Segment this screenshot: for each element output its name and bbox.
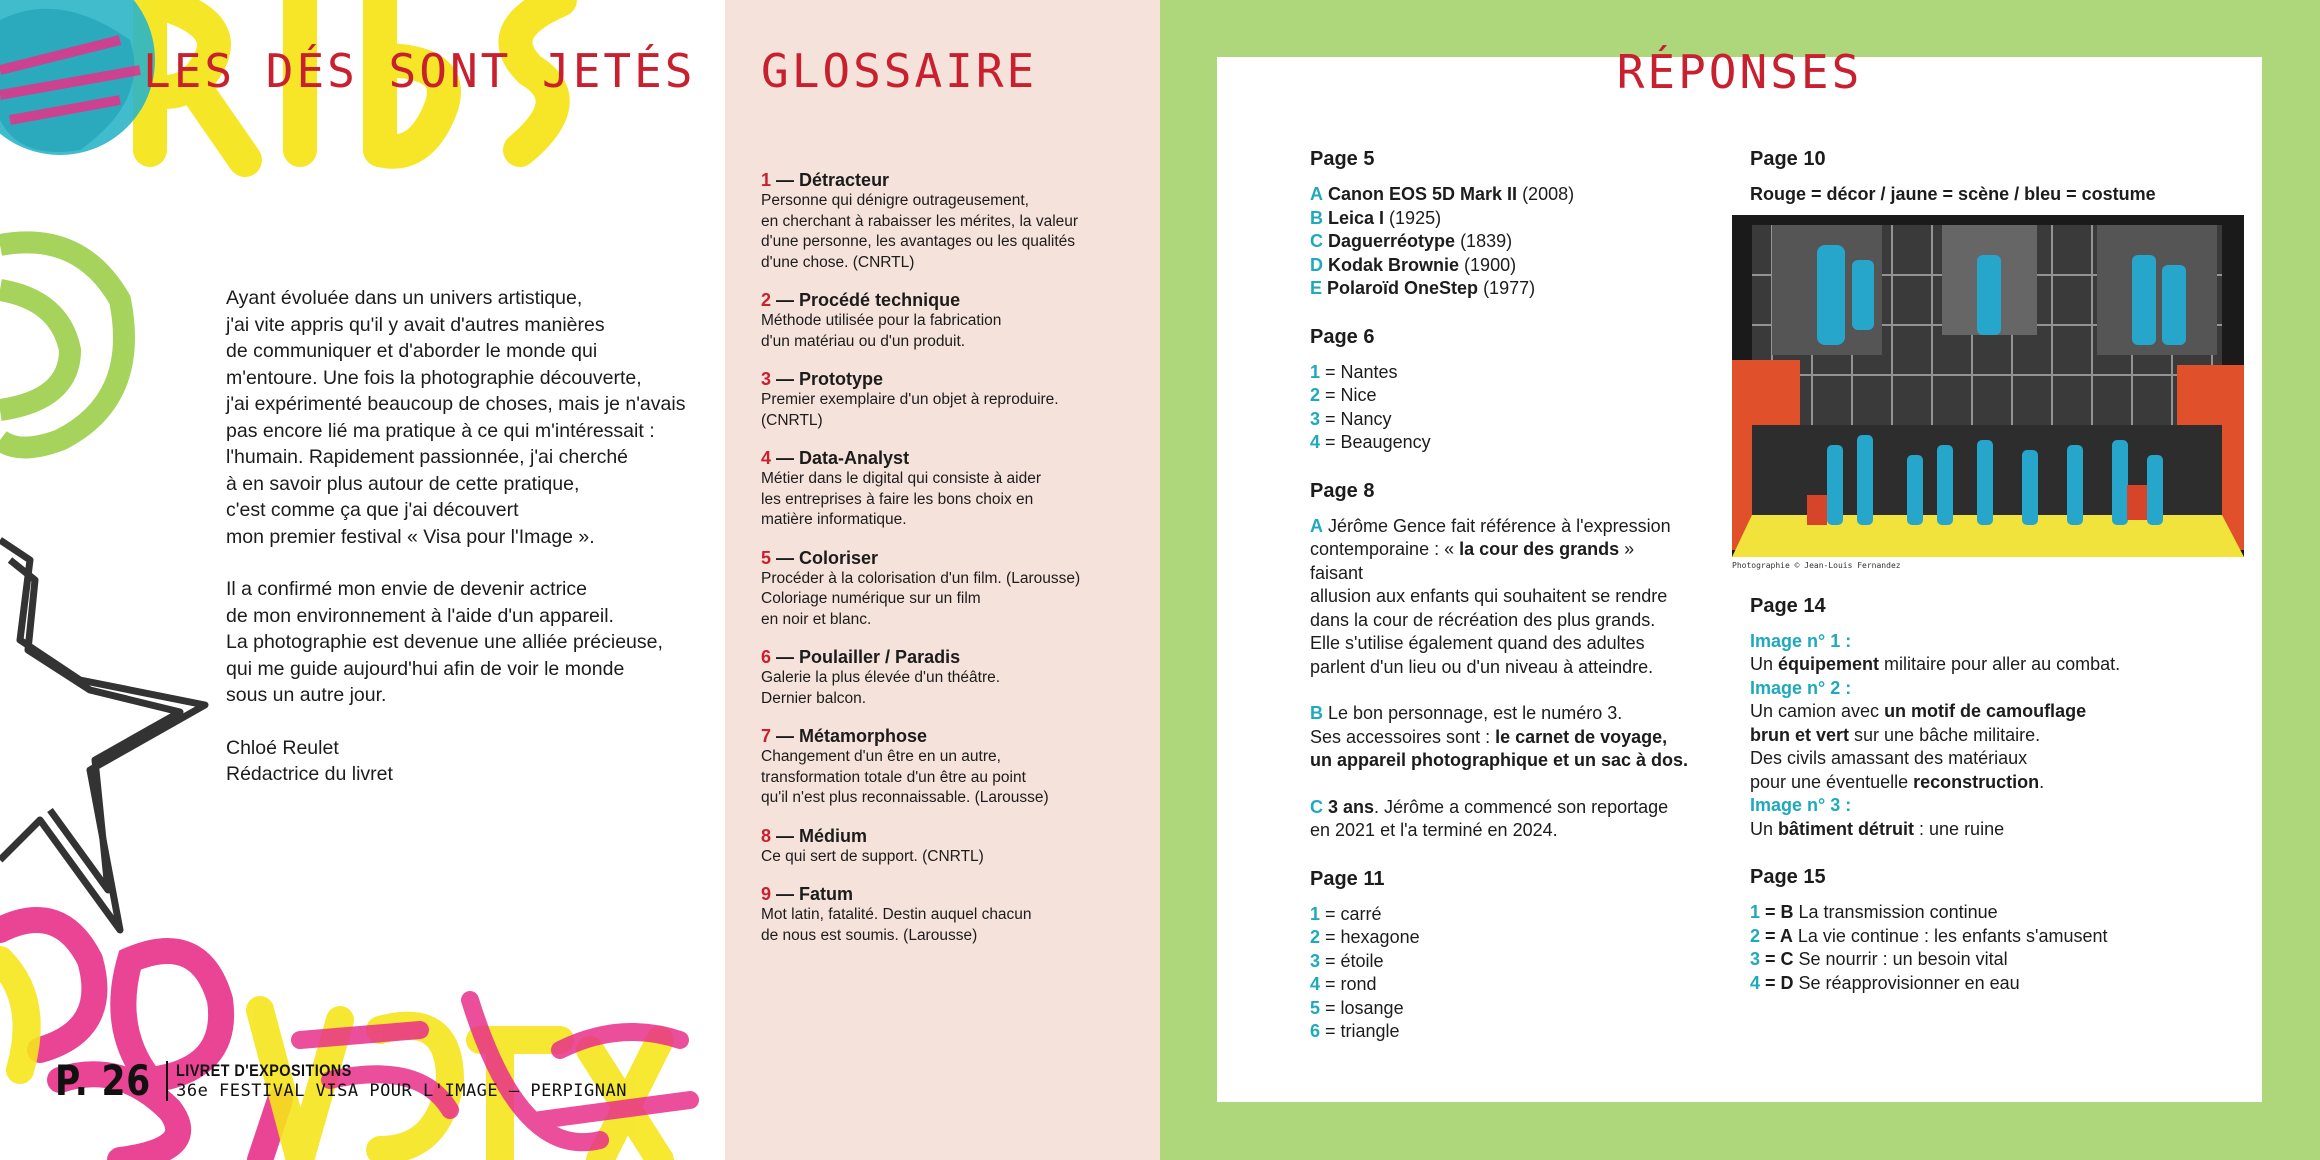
definition-line: en noir et blanc.: [761, 610, 872, 628]
glossary-term: [761, 290, 1156, 311]
answer-highlight: 3 ans: [1328, 796, 1375, 817]
glossary-term: [761, 726, 1156, 747]
answer-page-10: [1732, 147, 2240, 570]
answer-text: Un: [1750, 818, 1779, 839]
answer-text: [1310, 586, 1667, 677]
answer-list: [1750, 901, 2240, 995]
camera-name: Kodak Brownie: [1328, 254, 1460, 275]
glossary-dash: —: [771, 726, 800, 746]
definition-line: de nous est soumis. (Larousse): [761, 926, 978, 944]
intro-text: [226, 285, 696, 788]
answer-row: [1750, 948, 2240, 972]
signature: [226, 735, 696, 788]
answer-text: = Beaugency: [1320, 432, 1431, 452]
glossary-item: [761, 170, 1156, 273]
definition-line: Coloriage numérique sur un film: [761, 590, 981, 607]
glossary-list: [761, 170, 1156, 963]
answer-list: [1310, 361, 1690, 455]
glossary-number: 2: [761, 290, 772, 310]
answer-text: sur une bâche militaire.: [1849, 724, 2041, 745]
answer-line: dans la cour de récréation des plus grands.: [1310, 609, 1656, 630]
glossary-dash: —: [771, 170, 800, 190]
definition-line: Personne qui dénigre outrageusement,: [761, 192, 1029, 209]
glossary-number: 1: [761, 170, 772, 190]
page-footer: [55, 1056, 627, 1105]
camera-name: Polaroïd OneStep: [1327, 278, 1479, 298]
answer-line: parlent d'un lieu ou d'un niveau à atteindre.: [1310, 656, 1654, 677]
page-number: P. 26: [55, 1056, 152, 1105]
answer-page-5: [1310, 147, 1690, 301]
intro-line: qui me guide aujourd'hui afin de voir le monde: [226, 657, 625, 680]
image-label: Image n° 3 :: [1750, 795, 1852, 815]
answer-text: .: [2039, 771, 2045, 792]
glossary-number: 4: [761, 448, 772, 468]
glossary-definition: [761, 390, 1156, 431]
definition-line: Changement d'un être en un autre,: [761, 748, 1001, 765]
glossary-number: 8: [761, 825, 772, 846]
answer-number: 4: [1310, 974, 1321, 994]
answer-heading: Page 8: [1310, 479, 1375, 502]
answer-letter: = B: [1760, 902, 1794, 922]
glossary-term-label: Métamorphose: [799, 726, 928, 746]
answer-letter: B: [1310, 207, 1323, 228]
answer-letter: B: [1310, 703, 1323, 723]
answer-number: 4: [1310, 432, 1321, 452]
answer-row: [1310, 431, 1690, 455]
glossary-definition: [761, 469, 1156, 531]
glossary-definition: [761, 847, 1156, 868]
answer-text: = carré: [1320, 903, 1382, 924]
answer-number: 1: [1310, 903, 1321, 924]
glossary-number: 6: [761, 647, 772, 667]
answer-number: 1: [1750, 902, 1761, 922]
answer-row: [1750, 925, 2240, 949]
glossary-definition: [761, 668, 1156, 709]
intro-line: j'ai expérimenté beaucoup de choses, mais je n'avais: [226, 393, 686, 415]
glossary-definition: [761, 905, 1156, 946]
answer-page-8: [1310, 479, 1690, 843]
answer-row: [1310, 997, 1690, 1021]
answers-left-column: [1310, 147, 1690, 1068]
glossary-term-label: Fatum: [799, 884, 854, 904]
answer-text: Se réapprovisionner en eau: [1793, 972, 2020, 993]
answer-letter: A: [1310, 184, 1323, 204]
answer-highlight: le carnet de voyage,: [1495, 726, 1668, 747]
answers-right-column: [1732, 147, 2240, 1019]
answer-text: Rouge = décor / jaune = scène / bleu = costume: [1750, 184, 2156, 204]
answer-text: = Nancy: [1320, 408, 1392, 429]
answer-heading: Page 6: [1310, 325, 1375, 348]
answer-row: [1310, 950, 1690, 974]
answer-text: = Nantes: [1320, 361, 1398, 382]
answer-text: = hexagone: [1320, 927, 1420, 947]
glossary-number: 5: [761, 547, 772, 568]
glossary-term-label: Poulailler / Paradis: [799, 647, 961, 667]
answer-text: en 2021 et l'a terminé en 2024.: [1310, 820, 1558, 840]
answer-number: 5: [1310, 997, 1321, 1018]
glossary-dash: —: [771, 884, 800, 904]
glossary-item: [761, 548, 1156, 631]
answer-number: 1: [1310, 361, 1321, 382]
answer-row: [1310, 926, 1690, 950]
answer-list: [1310, 183, 1690, 301]
glossary-term-label: Prototype: [799, 369, 884, 389]
answer-text: pour une éventuelle: [1750, 771, 1914, 792]
answer-row: [1310, 254, 1690, 278]
answer-row: [1310, 183, 1690, 207]
definition-line: d'une personne, les avantages ou les qualités: [761, 233, 1076, 250]
intro-line: pas encore lié ma pratique à ce qui m'intéressait :: [226, 419, 655, 442]
answer-number: 2: [1310, 385, 1321, 405]
definition-line: Méthode utilisée pour la fabrication: [761, 312, 1002, 329]
glossary-definition: [761, 191, 1156, 273]
page-title: LES DÉS SONT JETÉS: [143, 44, 696, 98]
camera-year: (1900): [1459, 254, 1517, 275]
answer-highlight: un motif de camouflage: [1884, 701, 2087, 721]
intro-line: l'humain. Rapidement passionnée, j'ai cherché: [226, 446, 629, 468]
intro-line: à en savoir plus autour de cette pratique,: [226, 472, 580, 495]
glossary-number: 9: [761, 884, 772, 904]
answer-text: contemporaine : «: [1310, 539, 1460, 559]
glossary-term: [761, 369, 1156, 390]
glossary-column: [725, 0, 1160, 1160]
glossary-term: [761, 448, 1156, 469]
intro-paragraph-1: [226, 285, 696, 550]
answer-page-14: [1750, 594, 2240, 842]
answer-letter: E: [1310, 278, 1323, 298]
answer-heading: Page 5: [1310, 148, 1375, 170]
glossary-dash: —: [771, 369, 800, 389]
definition-line: d'une chose. (CNRTL): [761, 253, 915, 271]
answer-row: [1310, 973, 1690, 997]
glossary-term-label: Détracteur: [799, 170, 890, 190]
glossary-term-label: Coloriser: [799, 547, 879, 568]
glossary-number: 7: [761, 726, 772, 746]
answer-row: [1750, 901, 2240, 925]
answer-highlight: brun et vert: [1750, 724, 1850, 745]
definition-line: transformation totale d'un être au point: [761, 768, 1026, 786]
footer-festival: 36e FESTIVAL VISA POUR L'IMAGE – PERPIGNAN: [176, 1080, 627, 1101]
glossary-dash: —: [771, 290, 800, 310]
answer-text: Un camion avec: [1750, 701, 1885, 721]
glossary-term-label: Médium: [799, 825, 868, 846]
glossary-dash: —: [771, 448, 800, 468]
definition-line: d'un matériau ou d'un produit.: [761, 332, 966, 350]
answer-number: 4: [1750, 972, 1761, 993]
camera-name: Canon EOS 5D Mark II: [1328, 184, 1518, 204]
glossary-item: [761, 826, 1156, 868]
answer-8-c: [1310, 796, 1690, 843]
camera-name: Daguerréotype: [1328, 231, 1456, 251]
glossary-item: [761, 726, 1156, 809]
answer-text: Un: [1750, 654, 1779, 674]
definition-line: les entreprises à faire les bons choix en: [761, 490, 1034, 508]
answer-letter: D: [1310, 254, 1323, 275]
answer-heading: Page 10: [1750, 148, 1826, 170]
glossary-term-label: Data-Analyst: [799, 448, 910, 468]
glossary-term: [761, 647, 1156, 668]
glossary-term: [761, 170, 1156, 191]
answer-row: [1310, 408, 1690, 432]
answer-number: 3: [1750, 949, 1761, 969]
answer-letter: = C: [1760, 949, 1794, 969]
intro-line: de mon environnement à l'aide d'un appareil.: [226, 604, 614, 627]
definition-line: (CNRTL): [761, 411, 823, 429]
glossary-dash: —: [771, 825, 800, 846]
answer-text: = losange: [1320, 997, 1404, 1018]
answer-text: La vie continue : les enfants s'amusent: [1792, 925, 2108, 946]
answer-text: [1750, 700, 2240, 794]
answer-page-11: [1310, 867, 1690, 1044]
glossary-term-label: Procédé technique: [799, 290, 961, 310]
intro-line: c'est comme ça que j'ai découvert: [226, 499, 519, 521]
answer-number: 6: [1310, 1021, 1321, 1041]
photo-credit: Photographie © Jean-Louis Fernandez: [1732, 560, 1901, 570]
camera-year: (2008): [1517, 184, 1575, 204]
answer-text: Ses accessoires sont :: [1310, 726, 1496, 747]
answer-letter: = D: [1760, 972, 1794, 993]
footer-booklet-title: LIVRET D'EXPOSITIONS: [176, 1060, 352, 1080]
glossary-definition: [761, 311, 1156, 352]
glossary-dash: —: [771, 547, 800, 568]
glossary-item: [761, 369, 1156, 431]
glossary-number: 3: [761, 369, 772, 389]
answer-text: » faisant: [1310, 539, 1635, 583]
answer-text: Des civils amassant des matériaux: [1750, 748, 2028, 768]
answer-page-6: [1310, 325, 1690, 455]
answer-text: = triangle: [1320, 1021, 1400, 1041]
definition-line: Métier dans le digital qui consiste à aider: [761, 470, 1042, 487]
signature-role: Rédactrice du livret: [226, 763, 393, 785]
answer-letter: C: [1310, 231, 1323, 251]
camera-year: (1977): [1478, 278, 1536, 298]
answer-row: [1750, 972, 2240, 996]
glossary-title: GLOSSAIRE: [761, 44, 1038, 98]
answer-text: Jérôme Gence fait référence à l'expression: [1328, 515, 1671, 536]
definition-line: matière informatique.: [761, 511, 907, 528]
camera-name: Leica I: [1328, 207, 1385, 228]
answer-row: [1310, 207, 1690, 231]
answer-text: [1750, 818, 2240, 842]
answer-heading: Page 15: [1750, 866, 1826, 888]
glossary-term: [761, 548, 1156, 569]
answer-letter: C: [1310, 796, 1323, 817]
glossary-definition: [761, 569, 1156, 631]
intro-paragraph-2: [226, 576, 696, 709]
answer-text: [1750, 653, 2240, 677]
answer-text: : une ruine: [1914, 818, 2005, 839]
intro-line: sous un autre jour.: [226, 684, 387, 706]
answer-text: = étoile: [1320, 950, 1384, 971]
intro-line: mon premier festival « Visa pour l'Image ».: [226, 525, 595, 548]
definition-line: qu'il n'est plus reconnaissable. (Larousse): [761, 789, 1049, 806]
answer-heading: Page 11: [1310, 867, 1385, 890]
image-label: Image n° 2 :: [1750, 677, 1852, 698]
answer-text: Se nourrir : un besoin vital: [1793, 949, 2008, 969]
answer-text: Le bon personnage, est le numéro 3.: [1328, 703, 1623, 723]
intro-line: m'entoure. Une fois la photographie découverte,: [226, 366, 642, 389]
definition-line: Dernier balcon.: [761, 689, 867, 707]
answer-list: [1310, 903, 1690, 1044]
answer-page-15: [1750, 865, 2240, 995]
answer-text: . Jérôme a commencé son reportage: [1374, 796, 1669, 817]
answer-row: [1310, 903, 1690, 927]
glossary-item: [761, 448, 1156, 531]
answers-column: [1160, 0, 2320, 1160]
answer-row: [1310, 1020, 1690, 1044]
intro-line: de communiquer et d'aborder le monde qui: [226, 340, 598, 362]
answer-row: [1310, 384, 1690, 408]
glossary-dash: —: [771, 647, 800, 667]
answer-text: militaire pour aller au combat.: [1879, 654, 2121, 674]
answer-highlight: reconstruction: [1913, 771, 2040, 792]
intro-line: Ayant évoluée dans un univers artistique,: [226, 287, 583, 309]
glossary-item: [761, 884, 1156, 946]
camera-year: (1839): [1455, 231, 1513, 251]
answer-text: = Nice: [1320, 385, 1377, 405]
answer-highlight: bâtiment détruit: [1778, 818, 1915, 839]
answer-number: 2: [1310, 927, 1321, 947]
definition-line: en cherchant à rabaisser les mérites, la valeur: [761, 212, 1079, 230]
answer-text: La transmission continue: [1793, 902, 1998, 922]
answers-title: RÉPONSES: [1616, 45, 1863, 99]
glossary-item: [761, 290, 1156, 352]
glossary-item: [761, 647, 1156, 709]
answer-number: 3: [1310, 408, 1321, 429]
answer-row: [1310, 230, 1690, 254]
answer-8-a: [1310, 515, 1690, 680]
definition-line: Galerie la plus élevée d'un théâtre.: [761, 669, 1001, 686]
definition-line: Procéder à la colorisation d'un film. (Larousse): [761, 569, 1081, 587]
glossary-definition: [761, 747, 1156, 809]
intro-line: La photographie est devenue une alliée précieuse,: [226, 631, 663, 653]
answer-letter: = A: [1760, 925, 1793, 946]
theatre-stage-photo: [1732, 215, 2244, 557]
answers-card: [1217, 45, 2262, 1102]
answer-line: Elle s'utilise également quand des adultes: [1310, 633, 1645, 653]
answer-heading: Page 14: [1750, 594, 1826, 617]
answer-highlight: la cour des grands: [1459, 539, 1620, 559]
definition-line: Ce qui sert de support. (CNRTL): [761, 847, 984, 865]
answer-line: allusion aux enfants qui souhaitent se rendre: [1310, 586, 1668, 606]
image-label: Image n° 1 :: [1750, 630, 1852, 651]
definition-line: Mot latin, fatalité. Destin auquel chacun: [761, 906, 1032, 923]
answer-row: [1310, 277, 1690, 301]
answer-letter: A: [1310, 515, 1323, 536]
answer-highlight: équipement: [1778, 654, 1880, 674]
answer-row: [1310, 361, 1690, 385]
answer-text: = rond: [1320, 974, 1377, 994]
answer-number: 3: [1310, 950, 1321, 971]
camera-year: (1925): [1384, 207, 1442, 228]
definition-line: Premier exemplaire d'un objet à reproduire.: [761, 391, 1059, 408]
intro-column: [0, 0, 725, 1160]
intro-line: j'ai vite appris qu'il y avait d'autres manières: [226, 313, 605, 336]
glossary-term: [761, 884, 1156, 905]
glossary-term: [761, 826, 1156, 847]
answer-number: 2: [1750, 925, 1761, 946]
answer-highlight: un appareil photographique et un sac à dos.: [1310, 750, 1689, 770]
footer-divider: [166, 1061, 168, 1101]
answer-8-b: [1310, 702, 1690, 773]
intro-line: Il a confirmé mon envie de devenir actrice: [226, 578, 587, 600]
signature-name: Chloé Reulet: [226, 736, 339, 759]
